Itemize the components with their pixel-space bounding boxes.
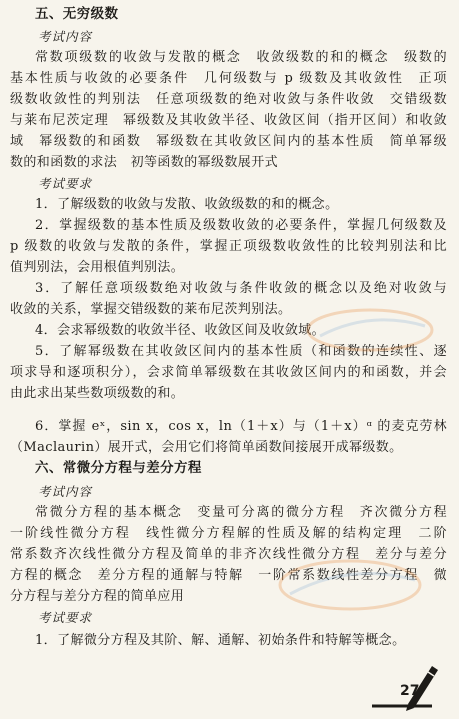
subsection-heading: 考试要求: [38, 176, 93, 191]
text-line: 分方程与差分方程的简单应用: [10, 589, 185, 604]
text-line: 方程的概念 差分方程的通解与特解 一阶常系数线性差分方程 微: [10, 568, 447, 583]
section-heading: 五、无穷级数: [35, 6, 119, 22]
text-line: 级数收敛性的判别法 任意项级数的绝对收敛与条件收敛 交错级数: [10, 92, 447, 107]
text-line: 5．了解幂级数在其收敛区间内的基本性质（和函数的连续性、逐: [35, 344, 447, 359]
text-line: 常微分方程的基本概念 变量可分离的微分方程 齐次微分方程: [35, 505, 447, 520]
text-line: 项求导和逐项积分），会求简单幂级数在其收敛区间内的和函数，并会: [10, 365, 447, 380]
text-line: 1．了解级数的收敛与发散、收敛级数的和的概念。: [35, 197, 339, 212]
text-line: （Maclaurin）展开式，会用它们将简单函数间接展开成幂级数。: [10, 440, 403, 455]
text-line: 与莱布尼茨定理 幂级数及其收敛半径、收敛区间（指开区间）和收敛: [10, 113, 447, 128]
text-line: 常数项级数的收敛与发散的概念 收敛级数的和的概念 级数的: [35, 50, 447, 65]
text-line: 2．掌握级数的基本性质及级数收敛的必要条件，掌握几何级数及: [35, 218, 447, 233]
subsection-heading: 考试内容: [38, 29, 93, 44]
text-line: 4．会求幂级数的收敛半径、收敛区间及收敛域。: [35, 323, 326, 338]
text-line: 域 幂级数的和函数 幂级数在其收敛区间内的基本性质 简单幂级: [10, 134, 447, 149]
text-line: 由此求出某些数项级数的和。: [10, 386, 185, 401]
subsection-heading: 考试要求: [38, 610, 93, 625]
text-line: 值判别法，会用根值判别法。: [10, 260, 185, 275]
text-line: 一阶线性微分方程 线性微分方程解的性质及解的结构定理 二阶: [10, 526, 447, 541]
text-line: 1．了解微分方程及其阶、解、通解、初始条件和特解等概念。: [35, 633, 406, 648]
watermark-logo-upper: [300, 300, 440, 360]
text-line: 收敛的关系，掌握交错级数的莱布尼茨判别法。: [10, 302, 292, 317]
text-line: 3．了解任意项级数绝对收敛与条件收敛的概念以及绝对收敛与: [35, 281, 447, 296]
text-line: 6．掌握 eˣ，sin x，cos x，ln（1＋x）与（1＋x）ᵅ 的麦克劳林: [35, 419, 447, 434]
text-line: 基本性质与收敛的必要条件 几何级数与 p 级数及其收敛性 正项: [10, 71, 447, 86]
text-line: 常系数齐次线性微分方程及简单的非齐次线性微分方程 差分与差分: [10, 547, 447, 562]
page-number: 27: [400, 683, 420, 699]
watermark-logo-lower: [270, 550, 430, 620]
text-line: 数的和函数的求法 初等函数的幂级数展开式: [10, 155, 279, 170]
section-heading: 六、常微分方程与差分方程: [35, 460, 202, 476]
subsection-heading: 考试内容: [38, 484, 93, 499]
text-line: p 级数的收敛与发散的条件，掌握正项级数收敛性的比较判别法和比: [10, 239, 447, 254]
